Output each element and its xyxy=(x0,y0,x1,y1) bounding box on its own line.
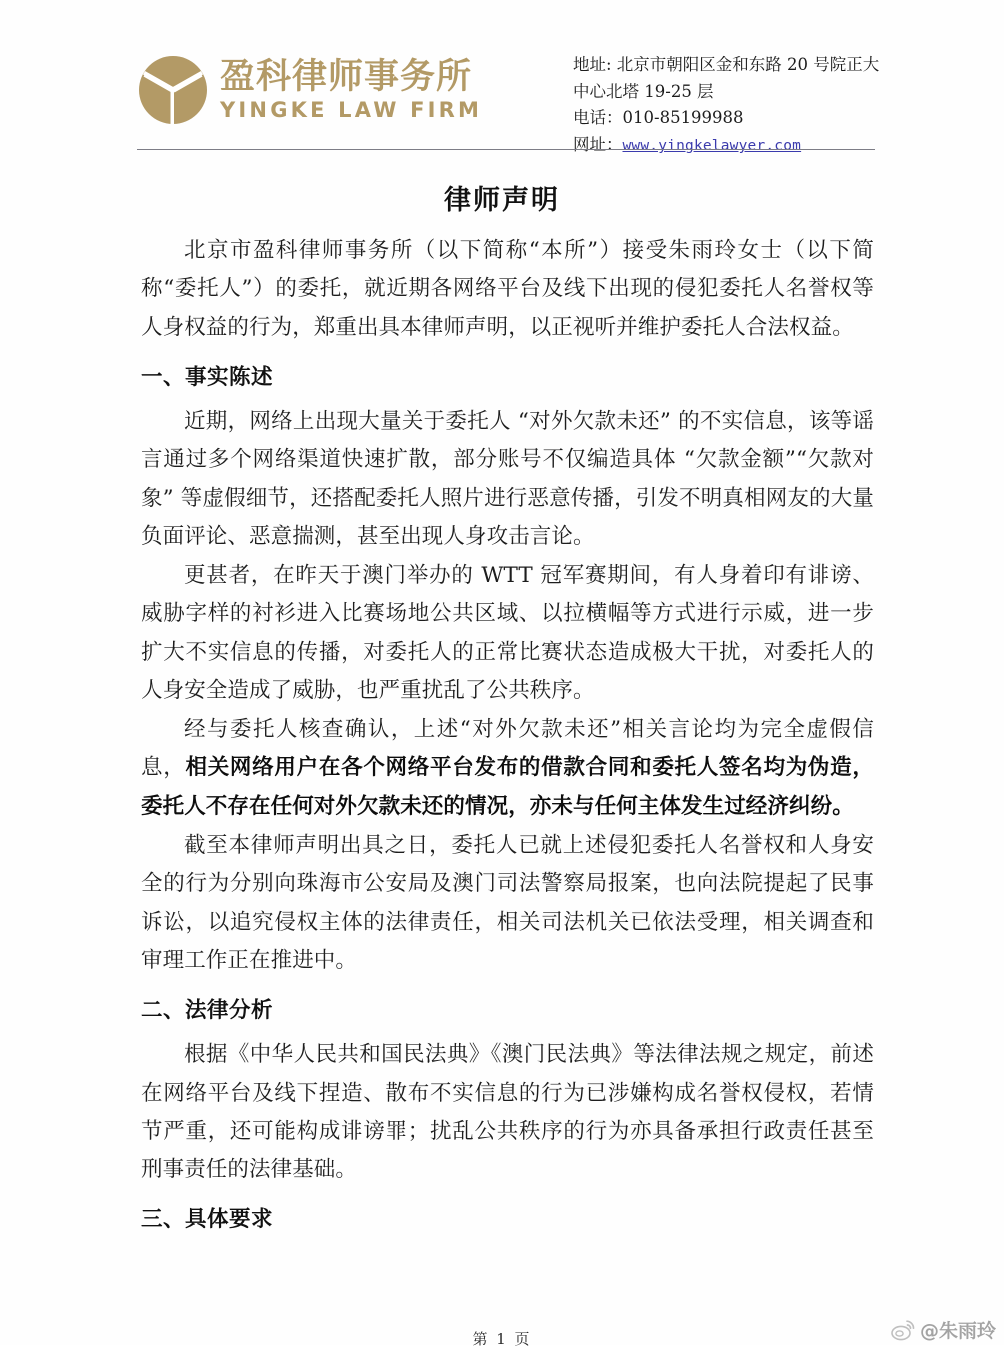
facts-paragraph-2: 更甚者，在昨天于澳门举办的 WTT 冠军赛期间，有人身着印有诽谤、威胁字样的衬衫进入比赛场地公共区域、以拉横幅等方式进行示威，进一步扩大不实信息的传播，对委托人的正常比赛状态造成极大干扰，对委托人的人身安全造成了威胁，也严重扰乱了公共秩序。 xyxy=(141,563,874,703)
weibo-watermark xyxy=(890,1316,996,1343)
facts-paragraph-3 xyxy=(141,711,874,826)
weibo-handle: @朱雨玲 xyxy=(919,1320,996,1342)
contact-website xyxy=(573,132,875,159)
contact-website-label: 网址： xyxy=(573,135,623,155)
yingke-circle-y-logo-icon xyxy=(137,54,209,126)
intro-paragraph: 北京市盈科律师事务所（以下简称“本所”）接受朱雨玲女士（以下简称“委托人”）的委托，就近期各网络平台及线下出现的侵犯委托人名誉权等人身权益的行为，郑重出具本律师声明，以正视听并维护委托人合法权益。 xyxy=(141,238,874,340)
firm-branding xyxy=(137,50,482,126)
firm-website-link[interactable]: www.yingkelawyer.com xyxy=(622,138,802,155)
contact-phone: 电话：010-85199988 xyxy=(573,108,744,128)
section-heading-specific-demands: 三、具体要求 xyxy=(141,1207,274,1233)
facts-paragraph-1: 近期，网络上出现大量关于委托人 “对外欠款未还” 的不实信息，该等谣言通过多个网络渠道快速扩散，部分账号不仅编造具体 “欠款金额”“欠款对象” 等虚假细节，还搭配委托人照片进行恶意传播，引发不明真相网友的大量负面评论、恶意揣测，甚至出现人身攻击言论。 xyxy=(141,409,874,549)
document-body xyxy=(141,232,874,1246)
contact-address-line-1: 地址: 北京市朝阳区金和东路 20 号院正大 xyxy=(573,55,880,74)
legal-analysis-paragraph-1: 根据《中华人民共和国民法典》《澳门民法典》等法律法规之规定，前述在网络平台及线下捏造、散布不实信息的行为已涉嫌构成名誉权侵权，若情节严重，还可能构成诽谤罪；扰乱公共秩序的行为亦具备承担行政责任甚至刑事责任的法律基础。 xyxy=(141,1042,874,1183)
firm-name-cn: 盈科律师事务所 xyxy=(220,56,473,97)
document-title: 律师声明 xyxy=(444,185,560,216)
letterhead-divider xyxy=(137,149,875,150)
firm-name-block xyxy=(220,56,483,122)
section-heading-legal-analysis: 二、法律分析 xyxy=(141,998,274,1024)
facts-paragraph-3-normal: 经与委托人核查确认，上述“对外欠款未还”相关言论均为完全虚假信息， xyxy=(141,717,874,781)
letterhead xyxy=(137,50,880,159)
section-heading-facts: 一、事实陈述 xyxy=(141,364,274,390)
weibo-logo-icon xyxy=(890,1317,916,1343)
firm-contact-block xyxy=(573,50,880,159)
contact-address-line-2: 中心北塔 19-25 层 xyxy=(573,81,714,101)
page-number-footer: 第 1 页 xyxy=(472,1330,532,1348)
facts-paragraph-3-bold: 相关网络用户在各个网络平台发布的借款合同和委托人签名均为伪造，委托人不存在任何对外欠款未还的情况，亦未与任何主体发生过经济纠纷。 xyxy=(141,755,874,819)
facts-paragraph-4: 截至本律师声明出具之日，委托人已就上述侵犯委托人名誉权和人身安全的行为分别向珠海市公安局及澳门司法警察局报案，也向法院提起了民事诉讼，以追究侵权主体的法律责任，相关司法机关已依法受理，相关调查和审理工作正在推进中。 xyxy=(141,832,874,973)
firm-name-en: YINGKE LAW FIRM xyxy=(220,97,483,122)
